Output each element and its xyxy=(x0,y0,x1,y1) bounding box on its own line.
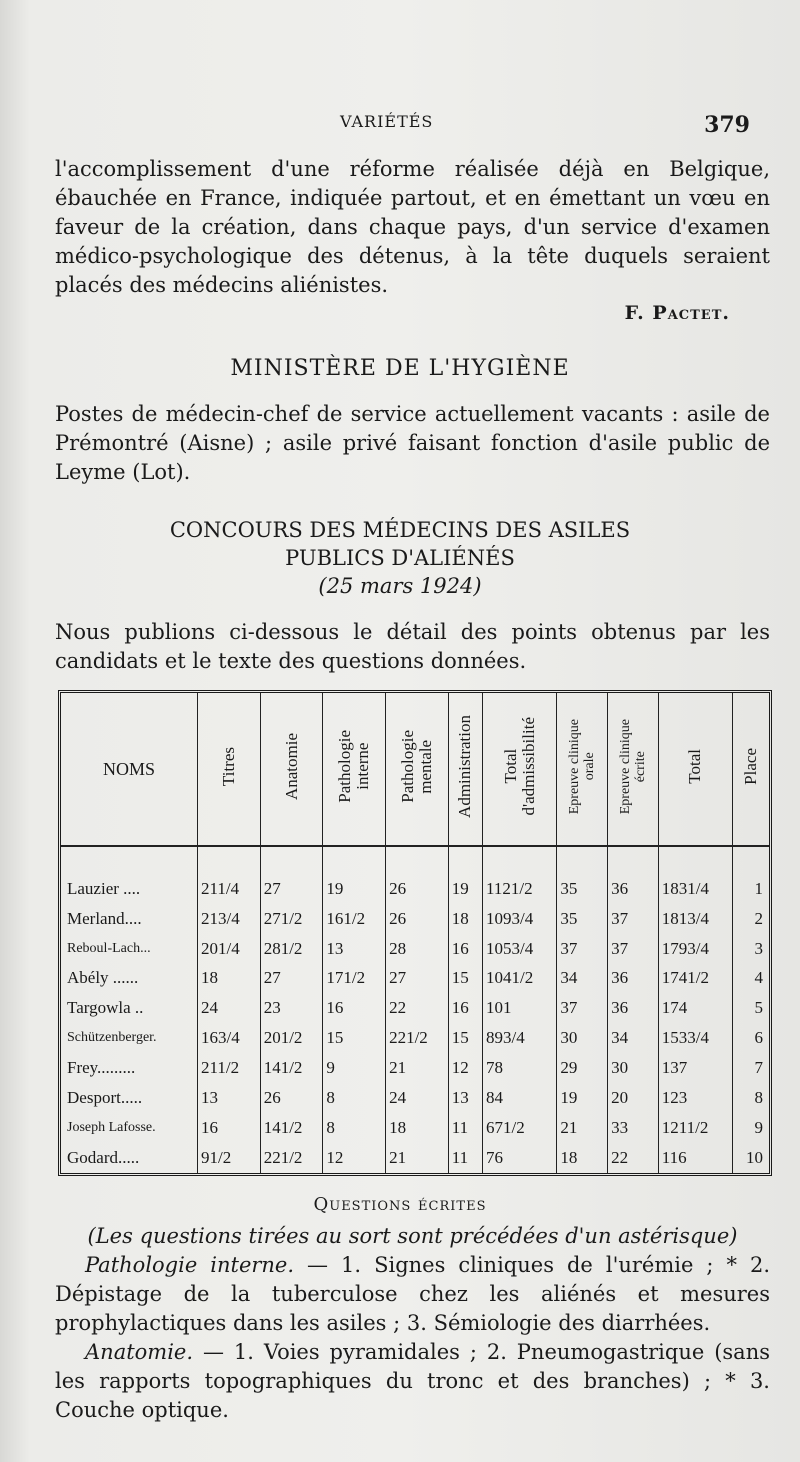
score-cell: 211/2 xyxy=(198,1053,261,1083)
candidate-name: Merland.... xyxy=(67,908,142,928)
score-cell: 26 xyxy=(386,904,449,934)
score-cell: 28 xyxy=(386,934,449,964)
score-cell: 1093/4 xyxy=(483,904,557,934)
table-row xyxy=(61,1023,769,1053)
score-cell: 91/2 xyxy=(198,1143,261,1173)
score-cell: 281/2 xyxy=(260,934,323,964)
score-cell: 671/2 xyxy=(483,1113,557,1143)
score-cell: 19 xyxy=(448,874,482,904)
score-cell: 34 xyxy=(557,963,608,993)
place-cell: 1 xyxy=(733,874,769,904)
questions-note: (Les questions tirées au sort sont précédées d'un astérisque) xyxy=(87,1224,738,1248)
score-cell: 201/4 xyxy=(198,934,261,964)
table-row xyxy=(61,1083,769,1113)
score-cell: 27 xyxy=(386,963,449,993)
score-cell: 1041/2 xyxy=(483,963,557,993)
place-cell: 3 xyxy=(733,934,769,964)
place-cell: 7 xyxy=(733,1053,769,1083)
score-cell: 8 xyxy=(323,1083,386,1113)
candidate-name: Desport..... xyxy=(67,1088,143,1108)
results-table xyxy=(58,690,772,1176)
score-cell: 15 xyxy=(448,963,482,993)
question-anatomie: Anatomie. — 1. Voies pyramidales ; 2. Pneumogastrique (sans les rapports topographiques du tronc et des branches) ; * 3. Couche optique. xyxy=(55,1340,770,1422)
col-header-place: Place xyxy=(733,693,769,846)
ministere-heading: MINISTÈRE DE L'HYGIÈNE xyxy=(230,356,570,381)
ministere-paragraph: Postes de médecin-chef de service actuellement vacants : asile de Prémontré (Aisne) ; asile privé faisant fonction d'asile public de Leyme (Lot). xyxy=(55,402,770,484)
score-cell: 1741/2 xyxy=(658,963,732,993)
col-header-patho-interne: Pathologie interne xyxy=(323,693,386,846)
score-cell: 26 xyxy=(386,874,449,904)
score-cell: 137 xyxy=(658,1053,732,1083)
score-cell: 35 xyxy=(557,874,608,904)
score-cell: 78 xyxy=(483,1053,557,1083)
score-cell: 37 xyxy=(557,993,608,1023)
score-cell: 1053/4 xyxy=(483,934,557,964)
question-pathologie: Pathologie interne. — 1. Signes cliniques de l'urémie ; * 2. Dépistage de la tuberculose chez les aliénés et mesures prophylactiques dans les asiles ; 3. Sémiologie des diarrhées. xyxy=(55,1253,771,1335)
score-cell: 27 xyxy=(260,963,323,993)
score-cell: 76 xyxy=(483,1143,557,1173)
score-cell: 30 xyxy=(608,1053,659,1083)
score-cell: 123 xyxy=(658,1083,732,1113)
score-cell: 174 xyxy=(658,993,732,1023)
questions-body xyxy=(55,1222,770,1425)
score-cell: 893/4 xyxy=(483,1023,557,1053)
score-cell: 213/4 xyxy=(198,904,261,934)
place-cell: 10 xyxy=(733,1143,769,1173)
score-cell: 36 xyxy=(608,874,659,904)
score-cell: 15 xyxy=(323,1023,386,1053)
score-cell: 161/2 xyxy=(323,904,386,934)
concours-date: (25 mars 1924) xyxy=(318,574,482,598)
page-number: 379 xyxy=(704,112,750,138)
table-row xyxy=(61,993,769,1023)
concours-paragraph: Nous publions ci-dessous le détail des points obtenus par les candidats et le texte des questions données. xyxy=(55,620,770,673)
table-row xyxy=(61,904,769,934)
score-cell: 1211/2 xyxy=(658,1113,732,1143)
score-cell: 33 xyxy=(608,1113,659,1143)
col-header-epreuve-ecrite: Epreuve clinique écrite xyxy=(608,693,659,846)
candidate-name: Godard..... xyxy=(67,1148,140,1167)
score-cell: 13 xyxy=(323,934,386,964)
place-cell: 9 xyxy=(733,1113,769,1143)
score-cell: 22 xyxy=(608,1143,659,1173)
signature: F. Pactet. xyxy=(624,302,730,324)
score-cell: 141/2 xyxy=(260,1053,323,1083)
col-header-noms: NOMS xyxy=(61,693,198,846)
score-cell: 36 xyxy=(608,993,659,1023)
score-cell: 1793/4 xyxy=(658,934,732,964)
concours-title-line1: CONCOURS DES MÉDECINS DES ASILES xyxy=(169,518,631,542)
candidate-name: Frey......... xyxy=(67,1058,136,1078)
table-row xyxy=(61,1113,769,1143)
score-cell: 16 xyxy=(448,993,482,1023)
intro-paragraph: l'accomplissement d'une réforme réalisée déjà en Belgique, ébauchée en France, indiquée partout, et en émettant un vœu en faveur de la création, dans chaque pays, d'un service d'examen médico-psychologique des détenus, à la tête duquels seraient placés des médecins aliénistes. xyxy=(55,157,770,297)
score-cell: 24 xyxy=(198,993,261,1023)
place-cell: 2 xyxy=(733,904,769,934)
col-header-total-admissibilite: Total d'admissibilité xyxy=(483,693,557,846)
score-cell: 12 xyxy=(448,1053,482,1083)
score-cell: 18 xyxy=(198,963,261,993)
candidate-name: Schützenberger. xyxy=(67,1030,157,1046)
score-cell: 9 xyxy=(323,1053,386,1083)
col-header-titres: Titres xyxy=(198,693,261,846)
score-cell: 15 xyxy=(448,1023,482,1053)
questions-heading: Questions écrites xyxy=(313,1194,487,1215)
col-header-anatomie: Anatomie xyxy=(260,693,323,846)
score-cell: 22 xyxy=(386,993,449,1023)
score-cell: 37 xyxy=(608,934,659,964)
score-cell: 18 xyxy=(386,1113,449,1143)
col-header-administration: Administration xyxy=(448,693,482,846)
candidate-name: Targowla .. xyxy=(67,998,144,1018)
score-cell: 201/2 xyxy=(260,1023,323,1053)
col-header-patho-mentale: Pathologie mentale xyxy=(386,693,449,846)
table-row xyxy=(61,1143,769,1173)
score-cell: 18 xyxy=(448,904,482,934)
score-cell: 37 xyxy=(608,904,659,934)
candidate-name: Joseph Lafosse. xyxy=(67,1120,156,1136)
score-cell: 19 xyxy=(557,1083,608,1113)
score-cell: 16 xyxy=(198,1113,261,1143)
concours-title-line2: PUBLICS D'ALIÉNÉS xyxy=(285,546,515,570)
table-body xyxy=(61,846,769,1173)
score-cell: 101 xyxy=(483,993,557,1023)
score-cell: 211/4 xyxy=(198,874,261,904)
score-cell: 34 xyxy=(608,1023,659,1053)
score-cell: 11 xyxy=(448,1143,482,1173)
candidate-name: Reboul-Lach... xyxy=(67,940,151,956)
place-cell: 8 xyxy=(733,1083,769,1113)
score-cell: 141/2 xyxy=(260,1113,323,1143)
score-cell: 26 xyxy=(260,1083,323,1113)
score-cell: 13 xyxy=(198,1083,261,1113)
score-cell: 13 xyxy=(448,1083,482,1113)
score-cell: 1533/4 xyxy=(658,1023,732,1053)
score-cell: 18 xyxy=(557,1143,608,1173)
score-cell: 1121/2 xyxy=(483,874,557,904)
candidate-name: Abély ...... xyxy=(67,968,139,988)
table-row xyxy=(61,874,769,904)
score-cell: 21 xyxy=(386,1053,449,1083)
score-cell: 23 xyxy=(260,993,323,1023)
score-cell: 171/2 xyxy=(323,963,386,993)
score-cell: 8 xyxy=(323,1113,386,1143)
score-cell: 24 xyxy=(386,1083,449,1113)
running-title: VARIÉTÉS xyxy=(340,112,434,131)
score-cell: 12 xyxy=(323,1143,386,1173)
candidate-name: Lauzier .... xyxy=(67,878,141,898)
score-cell: 221/2 xyxy=(260,1143,323,1173)
table-row xyxy=(61,1053,769,1083)
score-cell: 271/2 xyxy=(260,904,323,934)
score-cell: 21 xyxy=(386,1143,449,1173)
table-row xyxy=(61,963,769,993)
place-cell: 6 xyxy=(733,1023,769,1053)
score-cell: 37 xyxy=(557,934,608,964)
score-cell: 1831/4 xyxy=(658,874,732,904)
col-header-total: Total xyxy=(658,693,732,846)
concours-heading xyxy=(0,516,800,600)
score-cell: 116 xyxy=(658,1143,732,1173)
score-cell: 1813/4 xyxy=(658,904,732,934)
score-cell: 16 xyxy=(323,993,386,1023)
score-cell: 27 xyxy=(260,874,323,904)
table-spacer-row xyxy=(61,846,769,874)
table-row xyxy=(61,934,769,964)
score-cell: 221/2 xyxy=(386,1023,449,1053)
score-cell: 16 xyxy=(448,934,482,964)
score-cell: 29 xyxy=(557,1053,608,1083)
col-header-epreuve-orale: Epreuve clinique orale xyxy=(557,693,608,846)
table-header-row xyxy=(61,693,769,846)
score-cell: 21 xyxy=(557,1113,608,1143)
score-cell: 11 xyxy=(448,1113,482,1143)
place-cell: 4 xyxy=(733,963,769,993)
score-cell: 20 xyxy=(608,1083,659,1113)
score-cell: 35 xyxy=(557,904,608,934)
score-cell: 84 xyxy=(483,1083,557,1113)
page-header xyxy=(60,108,750,148)
score-cell: 30 xyxy=(557,1023,608,1053)
score-cell: 163/4 xyxy=(198,1023,261,1053)
place-cell: 5 xyxy=(733,993,769,1023)
score-cell: 36 xyxy=(608,963,659,993)
score-cell: 19 xyxy=(323,874,386,904)
